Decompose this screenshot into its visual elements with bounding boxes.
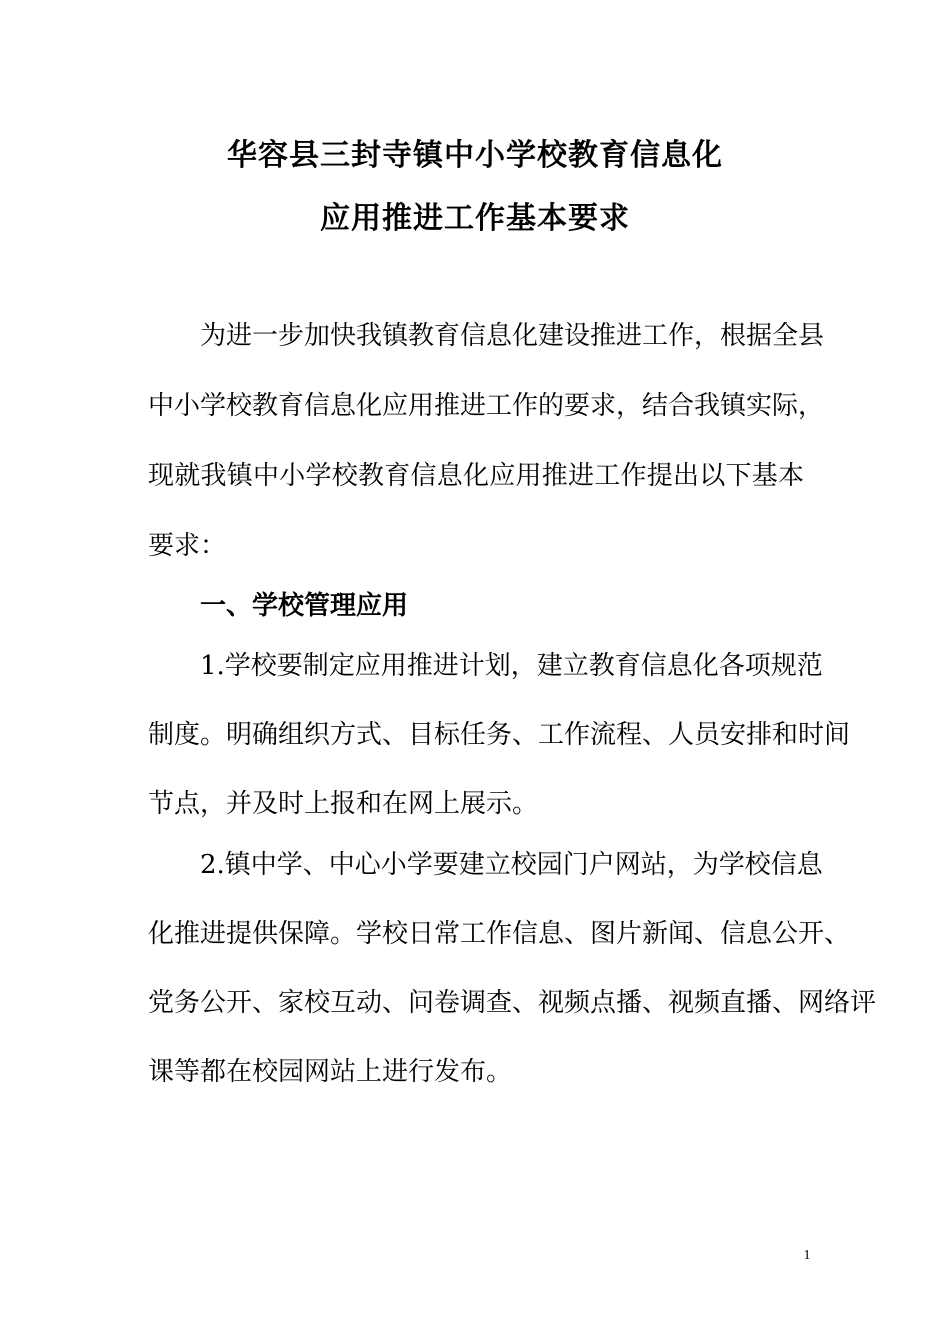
item-2-line-1: 2.镇中学、中心小学要建立校园门户网站，为学校信息 xyxy=(200,850,823,880)
item-1-line-3: 节点，并及时上报和在网上展示。 xyxy=(148,789,539,819)
document-title-line-2: 应用推进工作基本要求 xyxy=(320,201,630,236)
item-2-line-2: 化推进提供保障。学校日常工作信息、图片新闻、信息公开、 xyxy=(148,919,851,949)
intro-line-1: 为进一步加快我镇教育信息化建设推进工作，根据全县 xyxy=(200,321,825,351)
item-1-line-2: 制度。明确组织方式、目标任务、工作流程、人员安排和时间 xyxy=(148,720,851,750)
section-heading: 一、学校管理应用 xyxy=(200,591,409,621)
item-2-line-4: 课等都在校园网站上进行发布。 xyxy=(148,1057,513,1087)
document-title-line-1: 华容县三封寺镇中小学校教育信息化 xyxy=(227,138,723,173)
item-1-line-1: 1.学校要制定应用推进计划，建立教育信息化各项规范 xyxy=(200,651,823,681)
intro-line-2: 中小学校教育信息化应用推进工作的要求，结合我镇实际， xyxy=(148,391,825,421)
intro-line-4: 要求： xyxy=(148,531,227,561)
page-number: 1 xyxy=(803,1248,811,1263)
item-2-line-3: 党务公开、家校互动、问卷调查、视频点播、视频直播、网络评 xyxy=(148,988,877,1018)
intro-line-3: 现就我镇中小学校教育信息化应用推进工作提出以下基本 xyxy=(148,461,804,491)
